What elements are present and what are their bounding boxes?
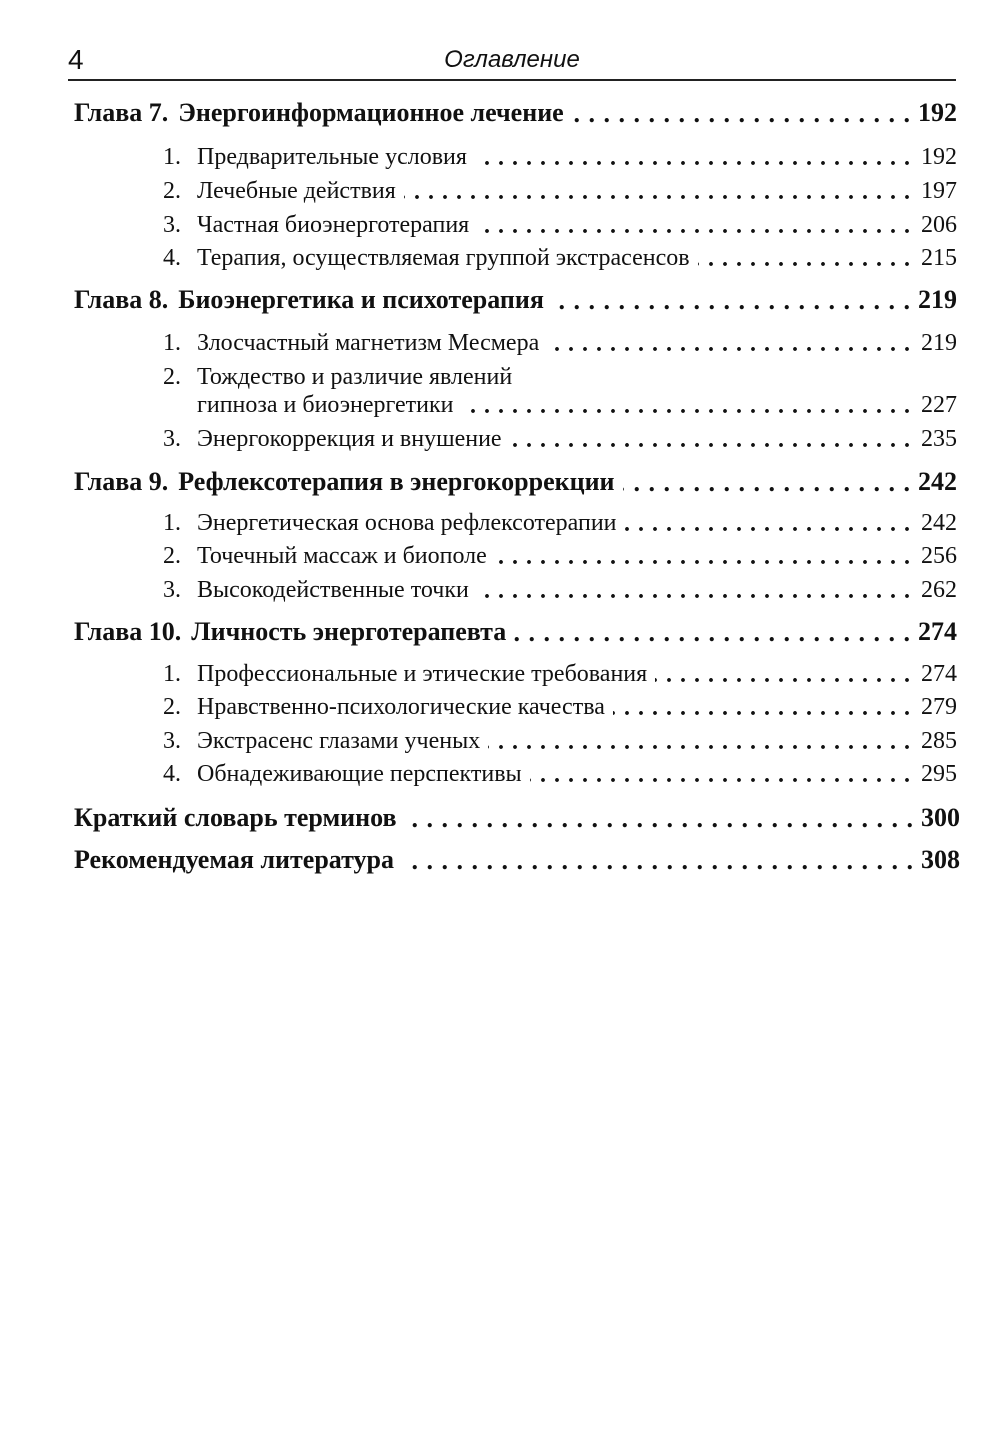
toc-item[interactable]: [163, 577, 957, 604]
page-ref: 274: [918, 617, 957, 646]
page-ref: 242: [918, 467, 957, 496]
toc-references[interactable]: [74, 845, 960, 875]
toc-item[interactable]: [163, 728, 957, 755]
dot-leader: [530, 762, 911, 788]
toc-item[interactable]: [163, 245, 957, 272]
chapter-title: Энергоинформационное лечение: [178, 98, 564, 127]
item-title: Экстрасенс глазами ученых: [197, 728, 481, 754]
dot-leader: [402, 846, 914, 875]
dot-leader: [547, 331, 911, 357]
item-number: 1.: [163, 330, 181, 356]
toc-chapter-7[interactable]: [74, 98, 957, 128]
toc-item[interactable]: [163, 178, 957, 205]
page-ref: 262: [921, 577, 957, 603]
toc-item[interactable]: [163, 661, 957, 688]
dot-leader: [404, 179, 911, 205]
page-ref: 215: [921, 245, 957, 271]
toc-item[interactable]: [163, 543, 957, 570]
toc-chapter-9[interactable]: [74, 467, 957, 497]
dot-leader: [552, 286, 911, 315]
item-title: гипноза и биоэнергетики: [197, 392, 454, 418]
item-number: 4.: [163, 245, 181, 271]
dot-leader: [495, 544, 911, 570]
item-title: Терапия, осуществляемая группой экстрасенсов: [197, 245, 690, 271]
page-ref: 235: [921, 426, 957, 452]
item-number: 3.: [163, 426, 181, 452]
page-ref: 308: [921, 845, 960, 874]
dot-leader: [405, 804, 914, 833]
item-number: 2.: [163, 543, 181, 569]
chapter-label: Глава 8.: [74, 285, 169, 314]
dot-leader: [514, 618, 911, 647]
page-ref: 285: [921, 728, 957, 754]
toc-item[interactable]: [163, 761, 957, 788]
toc-item[interactable]: [163, 330, 957, 357]
page-ref: 279: [921, 694, 957, 720]
toc-item[interactable]: [163, 144, 957, 171]
item-title-line1: Тождество и различие явлений: [197, 364, 513, 390]
toc-item[interactable]: [163, 212, 957, 239]
page-ref: 206: [921, 212, 957, 238]
chapter-label: Глава 9.: [74, 467, 169, 496]
item-title: Энергокоррекция и внушение: [197, 426, 502, 452]
dot-leader: [510, 427, 911, 453]
dot-leader: [462, 393, 911, 419]
chapter-label: Глава 7.: [74, 98, 169, 127]
dot-leader: [572, 99, 911, 128]
page-ref: 219: [918, 285, 957, 314]
dot-leader: [623, 468, 911, 497]
item-title: Предварительные условия: [197, 144, 467, 170]
page-ref: 192: [921, 144, 957, 170]
item-number: 1.: [163, 510, 181, 536]
chapter-label: Глава 10.: [74, 617, 182, 646]
item-title: Высокодейственные точки: [197, 577, 469, 603]
toc-chapter-8[interactable]: [74, 285, 957, 315]
item-number: 1.: [163, 661, 181, 687]
toc-item-line1[interactable]: [163, 364, 957, 391]
page-ref: 300: [921, 803, 960, 832]
item-title: Лечебные действия: [197, 178, 396, 204]
page-number: 4: [68, 44, 84, 75]
toc-item[interactable]: [163, 510, 957, 537]
item-title: Нравственно-психологические качества: [197, 694, 605, 720]
chapter-title: Биоэнергетика и психотерапия: [178, 285, 544, 314]
running-header-title: Оглавление: [444, 46, 580, 73]
page-ref: 197: [921, 178, 957, 204]
item-number: 3.: [163, 577, 181, 603]
section-title: Рекомендуемая литература: [74, 845, 394, 874]
item-number: 3.: [163, 212, 181, 238]
item-number: 2.: [163, 178, 181, 204]
item-title: Точечный массаж и биополе: [197, 543, 487, 569]
chapter-title: Рефлексотерапия в энергокоррекции: [178, 467, 615, 496]
toc-item[interactable]: [163, 426, 957, 453]
dot-leader: [477, 578, 911, 604]
dot-leader: [488, 729, 911, 755]
item-title: Частная биоэнерготерапия: [197, 212, 470, 238]
item-number: 3.: [163, 728, 181, 754]
page-ref: 242: [921, 510, 957, 536]
item-title: Энергетическая основа рефлексотерапии: [197, 510, 617, 536]
dot-leader: [698, 246, 911, 272]
toc-item-line2[interactable]: [197, 392, 957, 419]
dot-leader: [475, 145, 911, 171]
toc-item[interactable]: [163, 694, 957, 721]
page-ref: 274: [921, 661, 957, 687]
page-ref: 227: [921, 392, 957, 418]
chapter-title: Личность энерготерапевта: [191, 617, 507, 646]
item-title: Обнадеживающие перспективы: [197, 761, 522, 787]
item-number: 4.: [163, 761, 181, 787]
page-ref: 192: [918, 98, 957, 127]
dot-leader: [625, 511, 911, 537]
dot-leader: [613, 695, 911, 721]
section-title: Краткий словарь терминов: [74, 803, 397, 832]
item-title: Злосчастный магнетизм Месмера: [197, 330, 540, 356]
item-title: Профессиональные и этические требования: [197, 661, 648, 687]
item-number: 2.: [163, 364, 181, 390]
dot-leader: [655, 662, 911, 688]
toc-glossary[interactable]: [74, 803, 960, 833]
page-ref: 219: [921, 330, 957, 356]
dot-leader: [477, 213, 911, 239]
toc-chapter-10[interactable]: [74, 617, 957, 647]
header-rule: [68, 79, 956, 81]
page-ref: 295: [921, 761, 957, 787]
item-number: 2.: [163, 694, 181, 720]
item-number: 1.: [163, 144, 181, 170]
page-ref: 256: [921, 543, 957, 569]
